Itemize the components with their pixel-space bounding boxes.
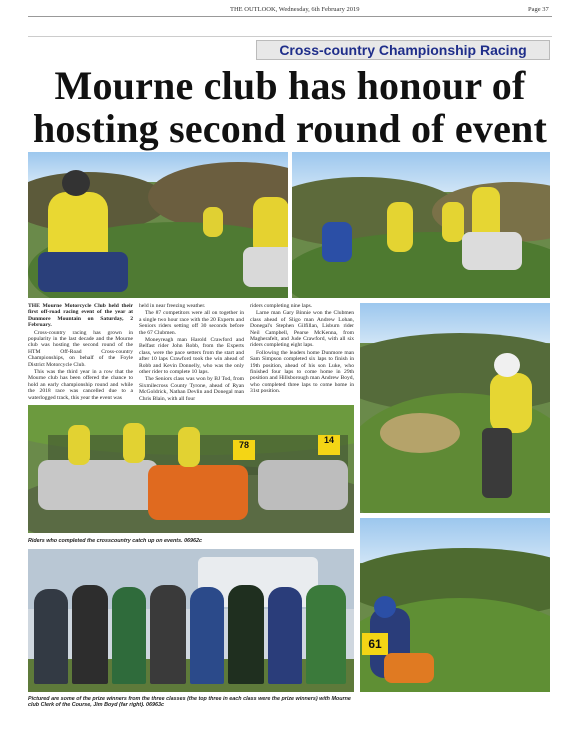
article-paragraph: riders completing nine laps. — [250, 303, 313, 309]
header-rule-2 — [28, 36, 552, 37]
race-number-plate: 78 — [233, 440, 255, 460]
photo-prize-winners — [28, 549, 354, 692]
article-column-3 — [250, 303, 354, 396]
photo-riders-2 — [292, 152, 550, 298]
photo-rider-hillside — [360, 303, 550, 513]
header-rule — [28, 16, 552, 17]
article-column-2 — [139, 303, 244, 403]
masthead: THE OUTLOOK, Wednesday, 6th February 2019 — [230, 6, 360, 13]
article-column-1 — [28, 303, 133, 402]
section-banner: Cross-country Championship Racing — [256, 40, 550, 60]
article-paragraph: The Seniors class was won by BJ Tod, from Sixmilecross County Tyrone, ahead of Ryan McGoldrick, Nathan Devlin and Donegal man Chris Blain, with all four — [139, 376, 244, 402]
article-paragraph: Larne man Gary Binnie won the Clubmen class ahead of Sligo man Andrew Lohan, Donegal's Stephen Gilfillan, Lisburn rider Neil Campbell, Pearse McKenna, from Magherafelt, and Jude Crawford, with all six riders completing eight laps. — [250, 310, 354, 349]
caption-riders: Riders who completed the crosscountry catch up on events. 06962c — [28, 538, 203, 544]
race-number-plate: 61 — [362, 633, 388, 655]
article-paragraph: THE Mourne Motorcycle Club held their first off-road racing event of the year at Dunmore Mountain on Saturday, 2 February. — [28, 303, 133, 329]
article-paragraph: Cross-country racing has grown in popularity in the last decade and the Mourne club was hosting the second round of the HTM Off-Road Cross-country Championships, on behalf of the Foyle District Motorcycle Club. — [28, 329, 133, 368]
photo-rider-61 — [360, 518, 550, 692]
photo-riders-1 — [28, 152, 288, 298]
article-paragraph: held in near freezing weather. — [139, 303, 206, 309]
article-paragraph: Following the leaders home Dunmore man Sam Simpson completed six laps to finish in 19th position, ahead of his son Luke, who finished four laps to come home in 29th position and Hillsborough man Andrew Boyd, who completed three laps to come home in 31st position. — [250, 349, 354, 395]
caption-winners: Pictured are some of the prize winners from the three classes (the top three in each class were the prize winners) with Mourne club Clerk of the Course, Jim Boyd (far right). 06963c — [28, 696, 351, 709]
race-number-plate: 14 — [318, 435, 340, 455]
headline: Mourne club has honour of hosting second round of event — [32, 63, 548, 151]
page-number: Page 37 — [528, 6, 549, 13]
article-paragraph: Moneyreagh man Harold Crawford and Belfast rider John Robb, from the Experts class, were the pace setters from the start and after 10 laps Crawford took the win ahead of Robb and Kevin Donnelly, who was the only other rider to complete 10 laps. — [139, 337, 244, 376]
article-paragraph: This was the third year in a row that the Mourne club has been offered the chance to hold an early championship round and while the 2018 race was cancelled due to a waterlogged track, this year the event was — [28, 369, 133, 401]
photo-riders-group — [28, 405, 354, 533]
article-paragraph: The 87 competitors were all on together in a single two hour race with the 20 Experts and Seniors riders setting off 30 seconds before the 67 Clubmen. — [139, 310, 244, 336]
